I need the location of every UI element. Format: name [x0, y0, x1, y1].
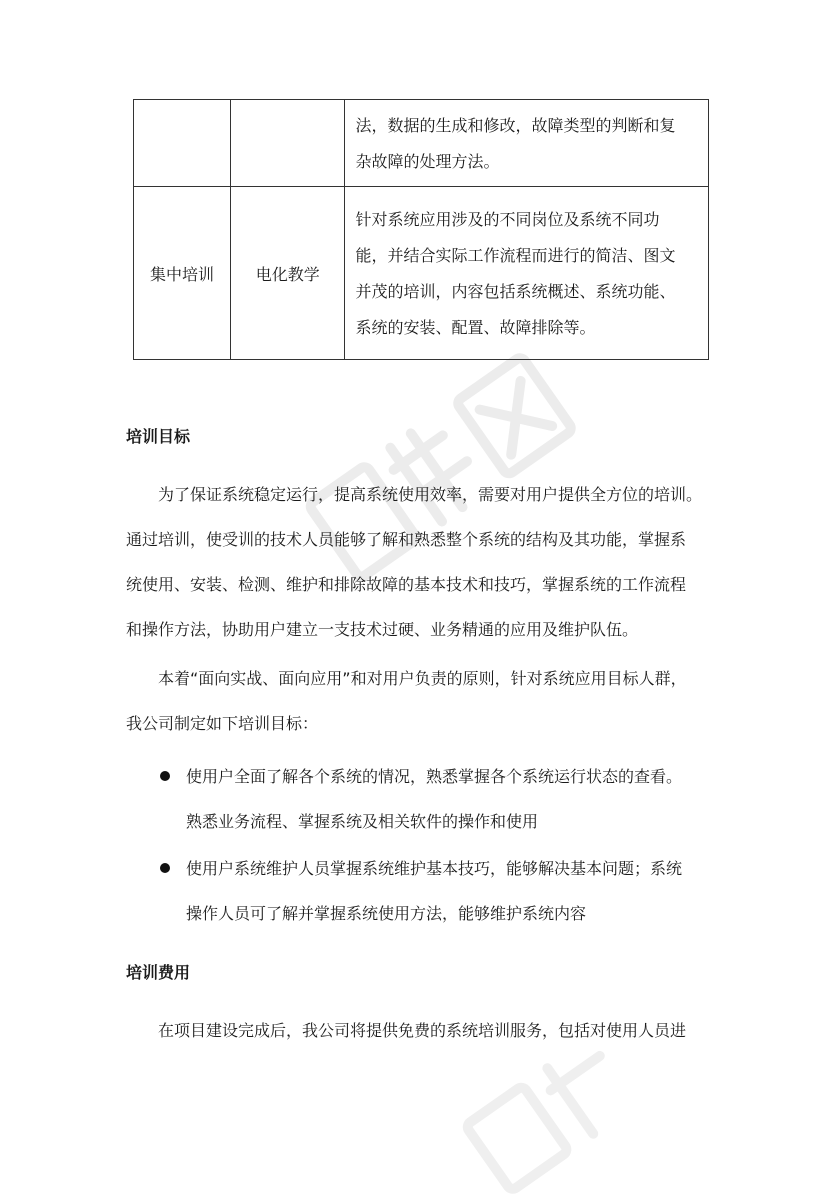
paragraph-training-purpose	[126, 477, 712, 648]
table-cell-method: 电化教学	[231, 187, 345, 360]
list-item-line: 熟悉业务流程、掌握系统及相关软件的操作和使用	[186, 812, 539, 831]
table-cell-content	[345, 100, 709, 187]
table-cell-line: 能，并结合实际工作流程而进行的简洁、图文	[355, 246, 676, 265]
bullet-icon	[160, 863, 170, 873]
paragraph-training-principle	[126, 661, 712, 742]
table-cell-line: 法，数据的生成和修改，故障类型的判断和复	[355, 116, 676, 135]
list-item-line: 操作人员可了解并掌握系统使用方法，能够维护系统内容	[186, 904, 587, 923]
paragraph-line: 统使用、安装、检测、维护和排除故障的基本技术和技巧，掌握系统的工作流程	[126, 575, 687, 594]
paragraph-line: 在项目建设完成后，我公司将提供免费的系统培训服务，包括对使用人员进	[158, 1021, 687, 1040]
paragraph-line: 通过培训，使受训的技术人员能够了解和熟悉整个系统的结构及其功能，掌握系	[126, 530, 687, 549]
paragraph-training-cost	[126, 1013, 712, 1049]
section-heading-training-cost: 培训费用	[126, 963, 191, 982]
paragraph-line: 本着“面向实战、面向应用”和对用户负责的原则，针对系统应用目标人群，	[158, 669, 687, 688]
section-heading-training-goal: 培训目标	[126, 427, 191, 446]
list-item	[126, 850, 712, 932]
list-item-line: 使用户系统维护人员掌握系统维护基本技巧，能够解决基本问题；系统	[186, 859, 683, 878]
training-goal-list	[126, 758, 712, 942]
list-item	[126, 758, 712, 840]
table-cell-line: 杂故障的处理方法。	[355, 152, 500, 171]
paragraph-line: 为了保证系统稳定运行，提高系统使用效率，需要对用户提供全方位的培训。	[158, 485, 703, 504]
table-cell-line: 针对系统应用涉及的不同岗位及系统不同功	[355, 210, 660, 229]
training-table	[133, 99, 709, 360]
table-cell-mode	[134, 100, 231, 187]
list-item-line: 使用户全面了解各个系统的情况，熟悉掌握各个系统运行状态的查看。	[186, 767, 683, 786]
table-cell-method	[231, 100, 345, 187]
paragraph-line: 和操作方法，协助用户建立一支技术过硬、业务精通的应用及维护队伍。	[126, 620, 639, 639]
table-cell-line: 系统的安装、配置、故障排除等。	[355, 318, 596, 337]
table-row	[134, 100, 709, 187]
table-cell-mode: 集中培训	[134, 187, 231, 360]
table-cell-content	[345, 187, 709, 360]
paragraph-line: 我公司制定如下培训目标：	[126, 714, 319, 733]
bullet-icon	[160, 771, 170, 781]
table-row	[134, 187, 709, 360]
table-cell-line: 并茂的培训，内容包括系统概述、系统功能、	[355, 282, 676, 301]
